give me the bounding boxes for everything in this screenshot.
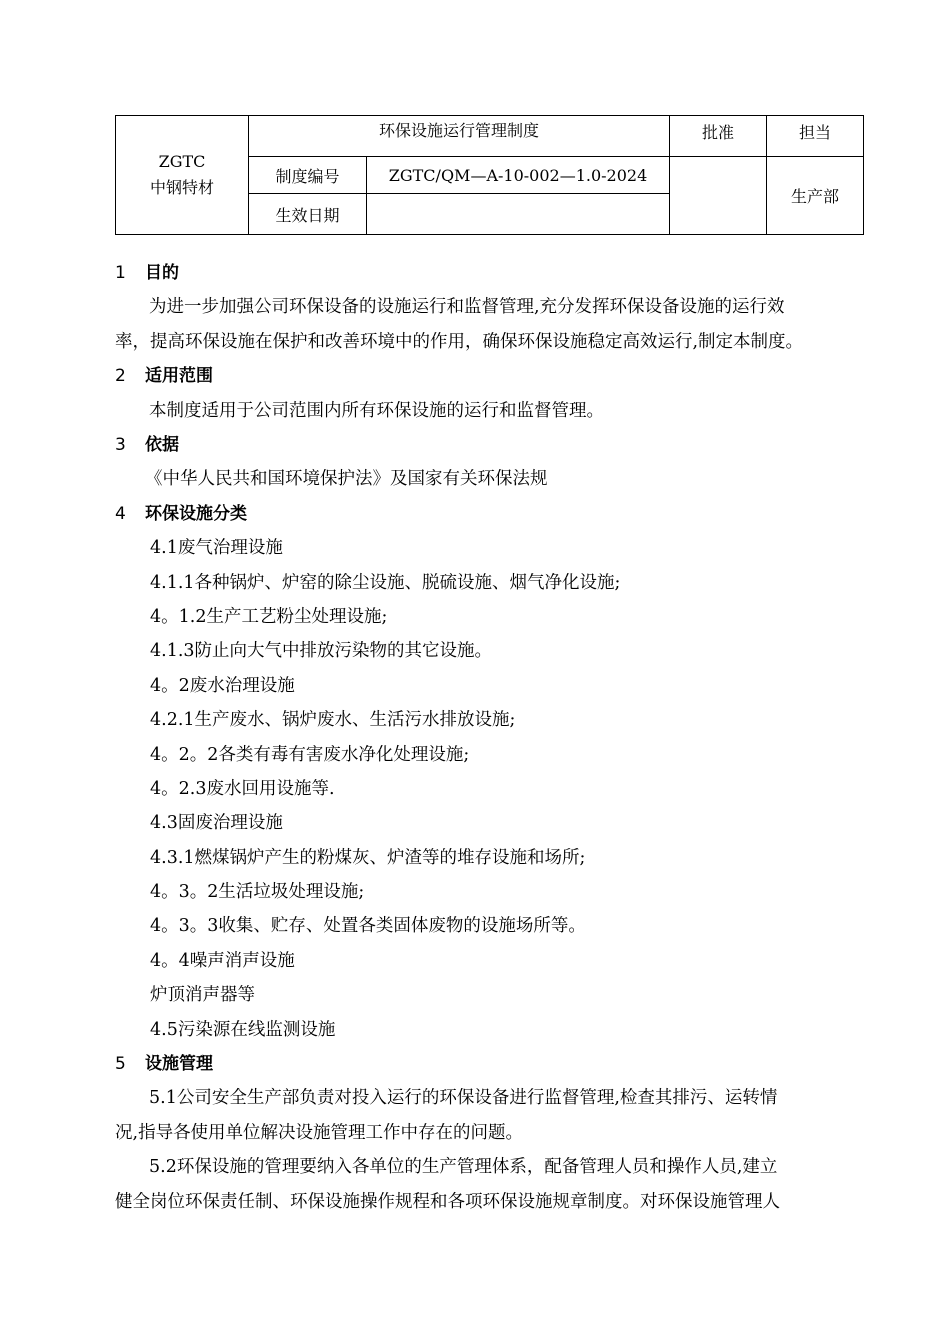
list-item: 4.2.1生产废水、锅炉废水、生活污水排放设施; bbox=[150, 710, 516, 731]
list-item: 4.1废气治理设施 bbox=[150, 538, 283, 559]
owner-label: 担当 bbox=[767, 116, 864, 157]
list-item: 4。1.2生产工艺粉尘处理设施; bbox=[150, 606, 388, 627]
list-item: 4。2。2各类有毒有害废水净化处理设施; bbox=[150, 744, 470, 765]
document-body bbox=[115, 256, 865, 1219]
doc-no-label: 制度编号 bbox=[249, 157, 367, 194]
section-heading-4: 4 环保设施分类 bbox=[115, 503, 247, 524]
section-heading-2: 2 适用范围 bbox=[115, 366, 213, 387]
approve-value bbox=[670, 157, 767, 235]
company-cell bbox=[116, 116, 249, 235]
section-3-paragraph: 《中华人民共和国环境保护法》及国家有关环保法规 bbox=[145, 469, 548, 490]
section-2-paragraph: 本制度适用于公司范围内所有环保设施的运行和监督管理。 bbox=[149, 400, 604, 421]
section-heading-5: 5 设施管理 bbox=[115, 1054, 213, 1075]
list-item: 4。2.3废水回用设施等. bbox=[150, 778, 335, 799]
list-item: 炉顶消声器等 bbox=[150, 985, 255, 1006]
effective-value bbox=[367, 194, 670, 235]
company-name: 中钢特材 bbox=[149, 178, 214, 197]
section-heading-1: 1 目的 bbox=[115, 263, 179, 283]
company-code: ZGTC bbox=[158, 152, 206, 171]
list-item: 4。3。2生活垃圾处理设施; bbox=[150, 882, 365, 903]
department: 生产部 bbox=[767, 157, 864, 235]
list-item: 4.3固废治理设施 bbox=[150, 813, 283, 834]
doc-no-value: ZGTC/QM—A-10-002—1.0-2024 bbox=[367, 157, 670, 194]
header-table bbox=[115, 115, 864, 235]
list-item: 4。4噪声消声设施 bbox=[150, 950, 295, 971]
doc-title: 环保设施运行管理制度 bbox=[249, 116, 670, 157]
list-item: 4。3。3收集、贮存、处置各类固体废物的设施场所等。 bbox=[150, 916, 586, 937]
list-item: 4.1.3防止向大气中排放污染物的其它设施。 bbox=[150, 641, 493, 662]
list-item: 4.5污染源在线监测设施 bbox=[150, 1019, 336, 1040]
approve-label: 批准 bbox=[670, 116, 767, 157]
list-item: 4。2废水治理设施 bbox=[150, 675, 295, 696]
section-1-paragraph: 为进一步加强公司环保设备的设施运行和监督管理,充分发挥环保设备设施的运行效 率，提高环保设施在保护和改善环境中的作用，确保环保设施稳定高效运行,制定本制度。 bbox=[115, 297, 804, 352]
list-item: 4.3.1燃煤锅炉产生的粉煤灰、炉渣等的堆存设施和场所; bbox=[150, 847, 586, 868]
section-5-paragraph-2: 5.2环保设施的管理要纳入各单位的生产管理体系，配备管理人员和操作人员,建立 健全岗位环保责任制、环保设施操作规程和各项环保设施规章制度。对环保设施管理人 bbox=[115, 1157, 780, 1212]
effective-label: 生效日期 bbox=[249, 194, 367, 235]
list-item: 4.1.1各种锅炉、炉窑的除尘设施、脱硫设施、烟气净化设施; bbox=[150, 572, 621, 593]
section-heading-3: 3 依据 bbox=[115, 434, 179, 455]
section-5-paragraph-1: 5.1公司安全生产部负责对投入运行的环保设备进行监督管理,检查其排污、运转情 况,指导各使用单位解决设施管理工作中存在的问题。 bbox=[115, 1088, 778, 1143]
